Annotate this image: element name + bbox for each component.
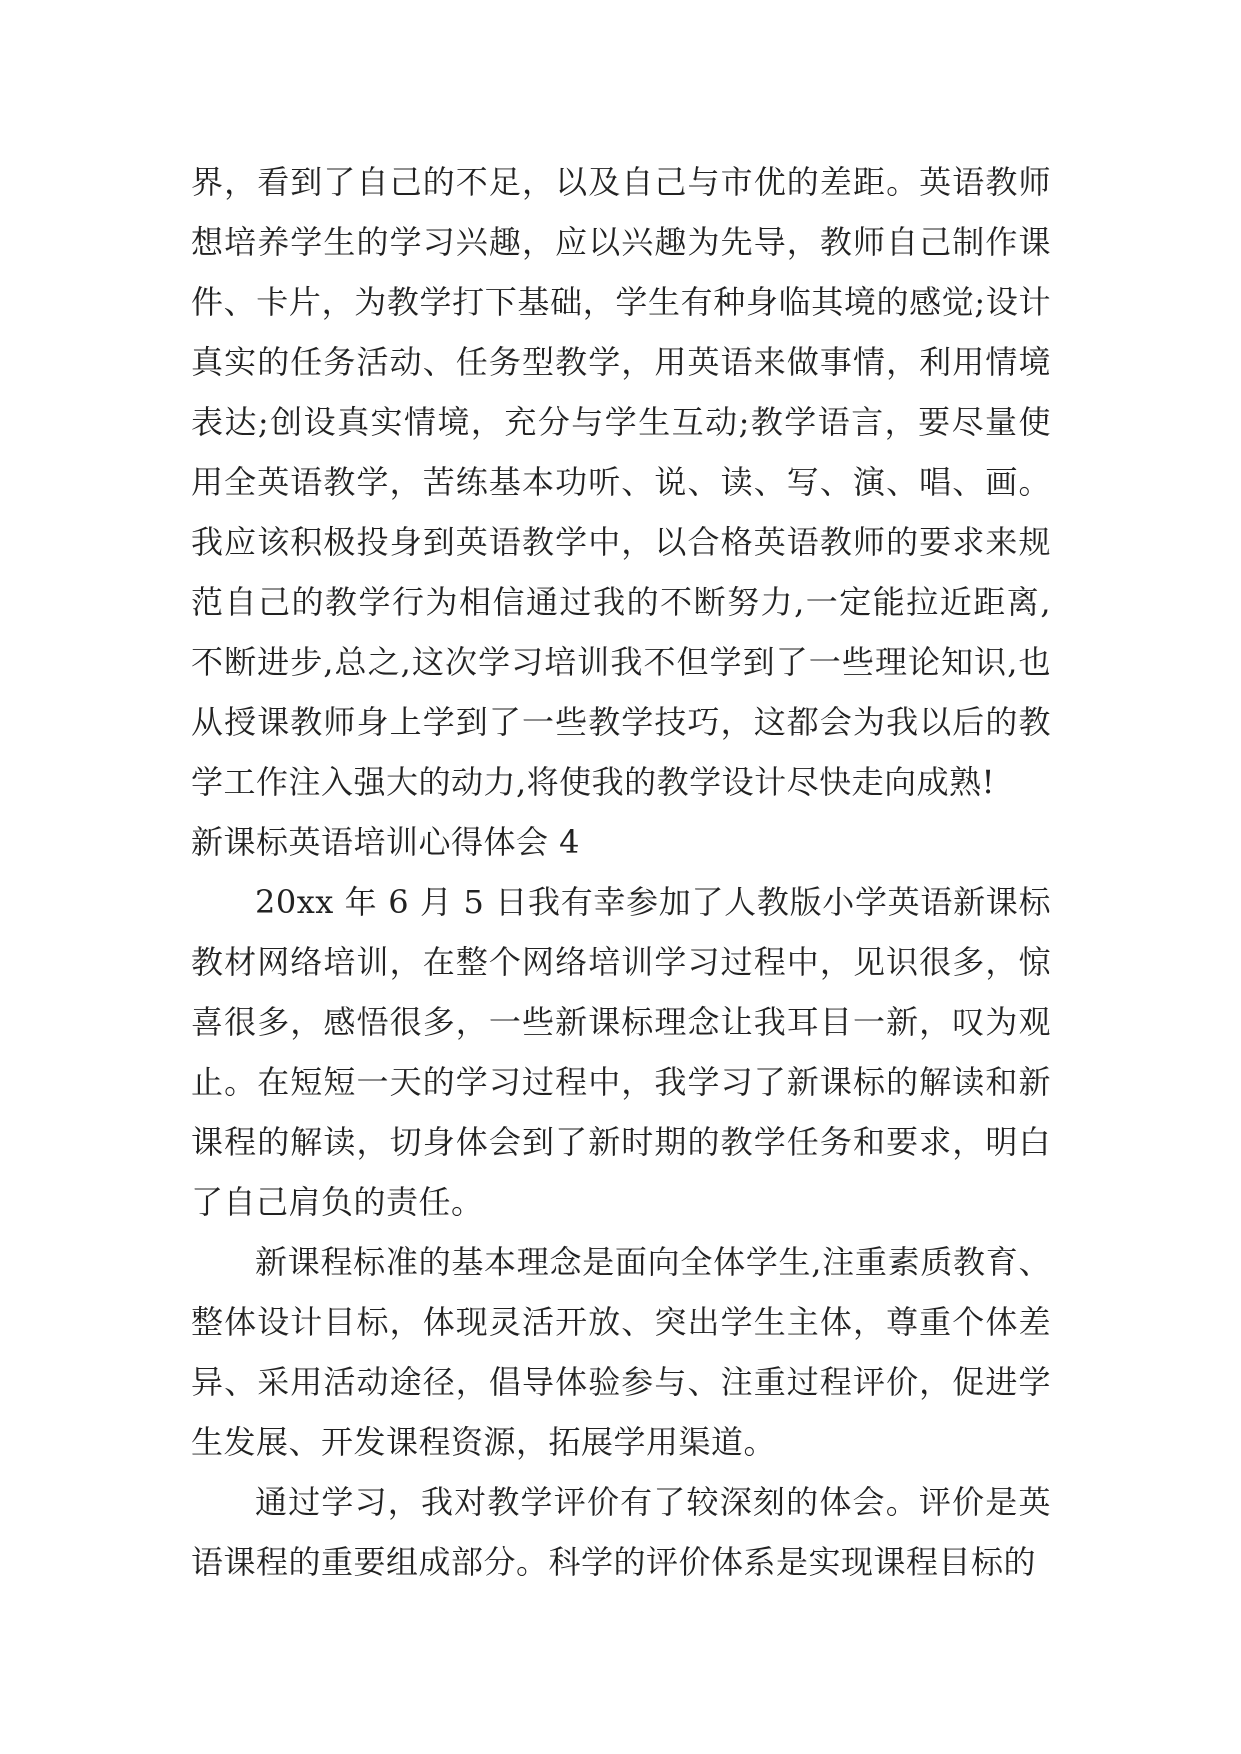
document-page: [191, 152, 1051, 1592]
body-paragraph-4: 通过学习，我对教学评价有了较深刻的体会。评价是英语课程的重要组成部分。科学的评价体系是实现课程目标的: [191, 1483, 1051, 1581]
body-paragraph-2: 20xx 年 6 月 5 日我有幸参加了人教版小学英语新课标教材网络培训，在整个网络培训学习过程中，见识很多，惊喜很多，感悟很多，一些新课标理念让我耳目一新，叹为观止。在短短一天的学习过程中，我学习了新课标的解读和新课程的解读，切身体会到了新时期的教学任务和要求，明白了自己肩负的责任。: [191, 883, 1051, 1221]
body-paragraph-1: 界，看到了自己的不足，以及自己与市优的差距。英语教师想培养学生的学习兴趣，应以兴趣为先导，教师自己制作课件、卡片，为教学打下基础，学生有种身临其境的感觉;设计真实的任务活动、任务型教学，用英语来做事情，利用情境表达;创设真实情境，充分与学生互动;教学语言，要尽量使用全英语教学，苦练基本功听、说、读、写、演、唱、画。我应该积极投身到英语教学中，以合格英语教师的要求来规范自己的教学行为相信通过我的不断努力,一定能拉近距离,不断进步,总之,这次学习培训我不但学到了一些理论知识,也从授课教师身上学到了一些教学技巧，这都会为我以后的教学工作注入强大的动力,将使我的教学设计尽快走向成熟!: [191, 163, 1051, 801]
body-paragraph-3: 新课程标准的基本理念是面向全体学生,注重素质教育、整体设计目标，体现灵活开放、突出学生主体，尊重个体差异、采用活动途径，倡导体验参与、注重过程评价，促进学生发展、开发课程资源，拓展学用渠道。: [191, 1243, 1051, 1461]
section-title: 新课标英语培训心得体会 4: [191, 823, 581, 861]
